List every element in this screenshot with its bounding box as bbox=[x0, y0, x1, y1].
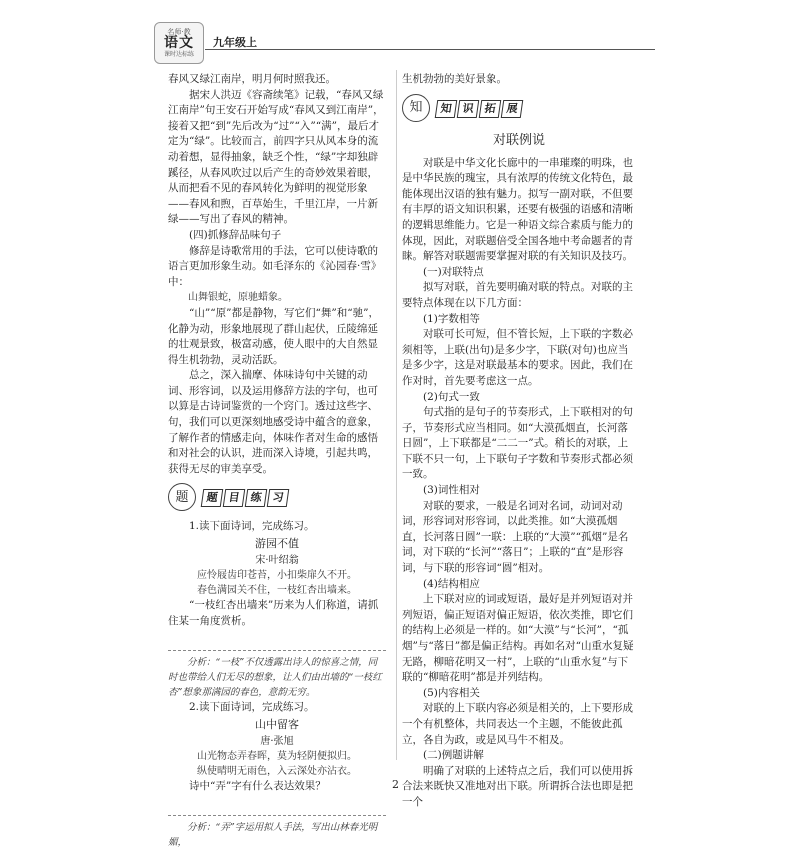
paragraph: 总之，深入揣摩、体味诗句中关键的动词、形容词，以及运用修辞方法的字句，也可以算是古诗词鉴赏的一个窍门。透过这些字、句，我们可以更深刻地感受诗中蕴含的意象，了解作者的情感走向，体味作者对生命的感悟和对社会的认识，进而深入诗境，引起共鸣，获得无尽的审美享受。 bbox=[168, 369, 378, 475]
analysis: 分析：“一枝”不仅透露出诗人的惊喜之情，同时也带给人们无尽的想象，让人们由出墙的“一枝红杏”想象那满园的春色，意韵无穷。 bbox=[168, 657, 382, 699]
answer-space bbox=[168, 794, 386, 809]
logo-main-text: 语文 bbox=[164, 35, 194, 51]
subheading: (3)词性相对 bbox=[423, 484, 480, 497]
paragraph: 上下联对应的词或短语，最好是并列短语对并列短语，偏正短语对偏正短语，依次类推，即它们的结构上必须是一样的。如“大漠”与“长河”，“孤烟”与“落日”都是偏正结构。再如名对“山重水复疑无路，柳暗花明又一村”，上联的“山重水复”与下联的“柳暗花明”都是并列结构。 bbox=[402, 593, 634, 684]
paragraph: 对联可长可短，但不管长短，上下联的字数必须相等，上联(出句)是多少字，下联(对句)也应当是多少字，这是对联最基本的要求。因此，我们在作对时，首先要考虑这一点。 bbox=[402, 328, 633, 387]
logo-top-text: 名师·教 bbox=[167, 28, 191, 36]
question: “一枝红杏出墙来”历来为人们称道，请抓住某一角度赏析。 bbox=[168, 599, 379, 627]
poem-author: 唐·张旭 bbox=[260, 735, 294, 747]
subheading: (1)字数相等 bbox=[423, 312, 480, 325]
poem-line: 山光物态弄春晖，莫为轻阴便拟归。 bbox=[197, 750, 357, 762]
subheading: (5)内容相关 bbox=[423, 686, 480, 699]
section-char: 知 bbox=[435, 100, 458, 118]
poem-title: 山中留客 bbox=[255, 717, 299, 731]
poem-line: 纵使晴明无雨色，入云深处亦沾衣。 bbox=[197, 765, 357, 777]
section-header-exercise bbox=[168, 481, 386, 511]
header-rule bbox=[205, 49, 655, 50]
paragraph: 句式指的是句子的节奏形式，上下联相对的句子，节奏形式应当相同。如“大漠孤烟直，长河落日圆”，上下联都是“二二一”式。稍长的对联，上下联不只一句，上下联句子字数和节奏形式都必须一致。 bbox=[402, 406, 633, 481]
analysis: 分析：“弄”字运用拟人手法，写出山林春光明媚， bbox=[168, 822, 378, 849]
poem-line: 春风又绿江南岸，明月何时照我还。 bbox=[168, 73, 336, 85]
left-column bbox=[168, 72, 386, 850]
right-column bbox=[402, 72, 636, 811]
dashed-divider bbox=[168, 650, 386, 651]
subheading: (4)结构相应 bbox=[423, 577, 480, 590]
subheading: (二)例题讲解 bbox=[423, 749, 484, 762]
section-char: 展 bbox=[501, 100, 524, 118]
question: 2.读下面诗词，完成练习。 bbox=[189, 701, 315, 714]
poem-line: 应怜屐齿印苍苔，小扣柴扉久不开。 bbox=[197, 570, 357, 582]
section-char: 练 bbox=[245, 489, 268, 507]
paragraph: “山”“原”都是静物，写它们“舞”和“驰”，化静为动，形象地展现了群山起伏，丘陵绵延的壮观景致，极富动感，使人眼中的大自然显得生机勃勃，灵动活跃。 bbox=[168, 306, 379, 366]
paragraph: 对联的要求，一般是名词对名词，动词对动词，形容词对形容词，以此类推。如“大漠孤烟直，长河落日圆”一联：上联的“大漠”“孤烟”是名词，对下联的“长河”“落日”；上联的“直”是形容词，与下联的形容词“圆”相对。 bbox=[402, 499, 629, 575]
logo-bottom-text: 课时达标练 bbox=[163, 51, 194, 58]
article-title: 对联例说 bbox=[492, 132, 545, 148]
paragraph: 据宋人洪迈《容斋续笔》记载，“春风又绿江南岸”句王安石开始写成“春风又到江南岸”，接着又把“到”先后改为“过”“入”“满”，最后才定为“绿”。比较而言，前四字只从风本身的流动着想，显得抽象，缺乏个性，“绿”字却独辟蹊径，从春风吹过以后产生的奇妙效果着眼，从而把看不见的春风转化为鲜明的视觉形象——春风和煦，百草始生，千里江岸，一片新绿——写出了春风的精神。 bbox=[168, 88, 384, 226]
section-char: 识 bbox=[457, 100, 480, 118]
quote: 山舞银蛇，原驰蜡象。 bbox=[188, 292, 288, 304]
subheading: (四)抓修辞品味句子 bbox=[189, 228, 282, 241]
dashed-divider bbox=[168, 815, 386, 816]
question: 诗中“弄”字有什么表达效果？ bbox=[189, 779, 326, 792]
poem-author: 宋·叶绍翁 bbox=[255, 555, 299, 567]
lightbulb-icon: 题 bbox=[168, 483, 196, 511]
section-header-knowledge bbox=[402, 92, 636, 122]
question: 1.读下面诗词，完成练习。 bbox=[189, 520, 315, 533]
paragraph: 对联的上下联内容必须是相关的，上下要形成一个有机整体，共同表达一个主题，不能彼此孤立，各自为政，或是风马牛不相及。 bbox=[402, 702, 633, 746]
paragraph: 对联是中华文化长廊中的一串璀璨的明珠，也是中华民族的瑰宝，具有浓厚的传统文化特色，最能体现出汉语的独有魅力。拟写一副对联，不但要有丰厚的语文知识积累，还要有极强的语感和清晰的逻辑思维能力。它是一种语文综合素质与能力的体现，因此，对联题倍受全国各地中考命题者的青睐。解答对联题需要掌握对联的有关知识及技巧。 bbox=[402, 156, 633, 263]
subheading: (2)句式一致 bbox=[423, 390, 480, 403]
subheading: (一)对联特点 bbox=[423, 265, 484, 278]
section-char: 目 bbox=[223, 489, 246, 507]
paragraph: 拟写对联，首先要明确对联的特点。对联的主要特点体现在以下几方面： bbox=[402, 281, 633, 309]
paragraph: 明确了对联的上述特点之后，我们可以使用拆合法来既快又准地对出下联。所谓拆合法也即是把一个 bbox=[402, 764, 633, 808]
grade-label: 九年级上 bbox=[213, 36, 257, 49]
paragraph: 生机勃勃的美好景象。 bbox=[402, 73, 507, 85]
section-char: 拓 bbox=[479, 100, 502, 118]
section-char: 习 bbox=[267, 489, 290, 507]
lightbulb-icon: 知 bbox=[402, 94, 430, 122]
section-char: 题 bbox=[201, 489, 224, 507]
book-logo bbox=[154, 22, 204, 64]
page-number: 2 bbox=[392, 778, 399, 791]
column-divider bbox=[396, 70, 397, 760]
poem-line: 春色满园关不住，一枝红杏出墙来。 bbox=[197, 585, 357, 597]
answer-space bbox=[168, 629, 386, 644]
paragraph: 修辞是诗歌常用的手法，它可以使诗歌的语言更加形象生动。如毛泽东的《沁园春·雪》中： bbox=[168, 244, 382, 288]
poem-title: 游园不值 bbox=[255, 537, 299, 551]
